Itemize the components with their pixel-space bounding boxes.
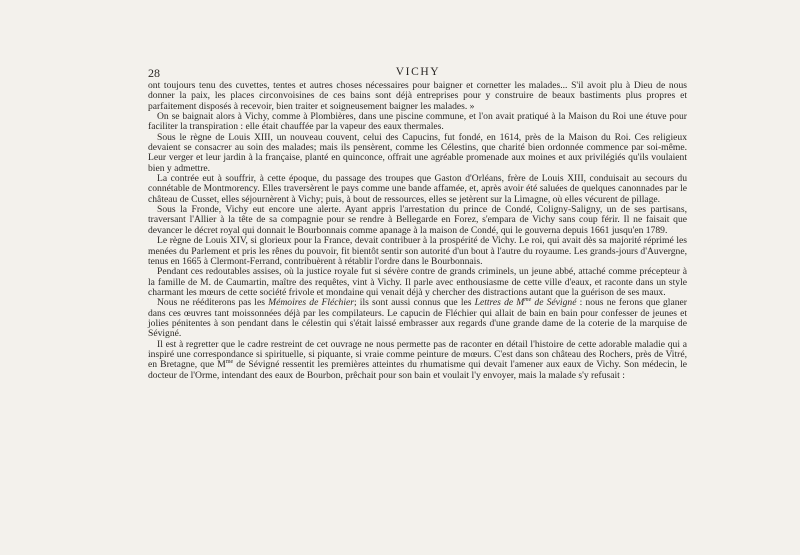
body-text xyxy=(148,81,687,381)
italic-text: Mémoires de Fléchier xyxy=(268,297,354,309)
superscript-text: me xyxy=(225,359,234,366)
paragraph: Sous le règne de Louis XIII, un nouveau couvent, celui des Capucins, fut fondé, en 1614, près de la Maison du Roi. Ces religieux devaient se consacrer au soin des malades; mais ils pensèrent, comme les Célestins, que charité bien ordonnée commence par soi-même. Leur verger et leur jardin à la française, planté en quinconce, offrait une agréable promenade aux moines et aux privilégiés qu'ils voulaient bien y admettre. xyxy=(148,131,687,174)
paragraph: On se baignait alors à Vichy, comme à Plombières, dans une piscine commune, et l'on avait pratiqué à la Maison du Roi une étuve pour faciliter la transpiration : elle était chauffée par la vapeur des eaux thermales. xyxy=(148,111,687,133)
paragraph xyxy=(148,340,687,381)
superscript-text: me xyxy=(524,297,532,304)
paragraph xyxy=(148,298,687,339)
paragraph: Le règne de Louis XIV, si glorieux pour la France, devait contribuer à la prospérité de Vichy. Le roi, qui avait dès sa majorité réprimé les menées du Parlement et pris les rênes du pouvoir, fit bientôt sentir son autorité d'un bout à l'autre du royaume. Les grands-jours d'Auvergne, tenus en 1665 à Clermont-Ferrand, contribuèrent à rétablir l'ordre dans le Bourbonnais. xyxy=(148,235,687,267)
paragraph: La contrée eut à souffrir, à cette époque, du passage des troupes que Gaston d'Orléans, frère de Louis XIII, conduisait au secours du connétable de Montmorency. Elles traversèrent le pays comme une bande affamée, et, après avoir été saluées de quelques canonnades par le château de Cusset, elles séjournèrent à Vichy; puis, à bout de ressources, elles se jetèrent sur la Limagne, où elles vécurent de pillage. xyxy=(148,173,687,205)
text-run: Il est à regretter que le cadre restreint de cet ouvrage ne nous permette pas de raconter en détail l'histoire de cette adorable maladie qui a inspiré une correspondance si spirituelle, si piquante, si vraie comme peinture de mœurs. C'est dans son château des Rochers, près de Vitré, en Bretagne, que M xyxy=(148,338,687,371)
paragraph: Pendant ces redoutables assises, où la justice royale fut si sévère contre de grands criminels, un jeune abbé, attaché comme précepteur à la famille de M. de Caumartin, maître des requêtes, vint à Vichy. Il parle avec enthousiasme de cette ville d'eaux, et raconte dans un style charmant les mœurs de cette société frivole et mondaine qui venait déjà y chercher des distractions autant que la guérison de ses maux. xyxy=(148,266,687,298)
paragraph: Sous la Fronde, Vichy eut encore une alerte. Ayant appris l'arrestation du prince de Condé, Coligny-Saligny, un de ses partisans, traversant l'Allier à la tête de sa compagnie pour se rendre à Bellegarde en Forez, s'empara de Vichy sans coup férir. Il ne faisait que devancer le décret royal qui donnait le Bourbonnais comme apanage à la maison de Condé, qui le gouverna depuis 1661 jusqu'en 1789. xyxy=(148,204,687,236)
text-run: ; ils sont aussi connus que les xyxy=(353,297,475,309)
text-run: de Sévigné ressentit les premières atteintes du rhumatisme qui devait l'amener aux eaux de Vichy. Son médecin, le docteur de l'Orme, intendant des eaux de Bourbon, prêchait pour son bain et voulait l'y envoyer, mais la malade s'y refusait : xyxy=(148,359,687,381)
italic-text: Lettres de M xyxy=(474,297,525,309)
italic-text: de Sévigné xyxy=(531,297,577,309)
running-title: VICHY xyxy=(395,66,441,78)
paragraph: ont toujours tenu des cuvettes, tentes et autres choses nécessaires pour baigner et cornetter les malades... S'il avoit plu à Dieu de nous donner la paix, les places circonvoisines de ces bains sont déjà entreprises pour y construire de beaux bastiments plus propres et parfaitement disposés à recevoir, bien traiter et soigneusement baigner les malades. » xyxy=(148,80,687,112)
text-run: Nous ne rééditerons pas les xyxy=(157,297,269,309)
text-run: : nous ne ferons que glaner dans ces œuvres tant moissonnées déjà par les compilateurs. Le capucin de Fléchier qui allait de bain en bain pour confesser de jeunes et jolies pénitentes à son pendant dans le célestin qui s'était laissé embrasser aux regards d'une grande dame de la coterie de la marquise de Sévigné. xyxy=(148,297,687,340)
page-number: 28 xyxy=(148,66,160,80)
